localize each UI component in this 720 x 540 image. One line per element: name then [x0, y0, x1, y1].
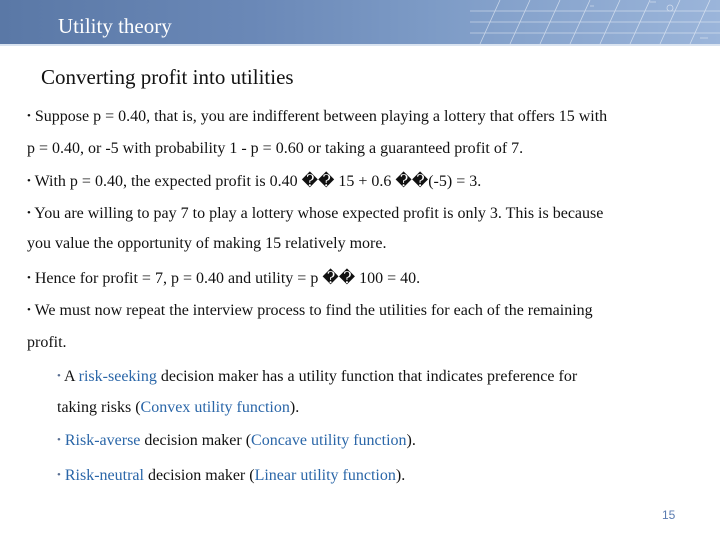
bullet-icon: •	[27, 304, 31, 316]
bullet-item-1-line-1	[27, 106, 607, 127]
header-divider	[0, 44, 720, 46]
sub-bullet-3	[57, 465, 405, 486]
term-risk-averse: Risk-averse	[64, 432, 141, 449]
sub-bullet-2	[57, 430, 416, 451]
bullet-icon: •	[57, 370, 61, 382]
bullet-icon: •	[27, 110, 31, 122]
bullet-icon: •	[27, 175, 31, 187]
sub-bullet-text: decision maker (	[143, 467, 255, 484]
bullet-icon: •	[57, 434, 61, 446]
term-risk-seeking: risk-seeking	[78, 368, 157, 385]
sub-bullet-text: taking risks (	[57, 399, 141, 416]
sub-bullet-1-line-2	[57, 398, 299, 418]
bullet-item-3-line-1	[27, 203, 603, 224]
term-convex-utility-function: Convex utility function	[140, 399, 290, 416]
bullet-text: With p = 0.40, the expected profit is 0.40 �� 15 + 0.6 ��(-5) = 3.	[34, 173, 482, 190]
bullet-text: Suppose p = 0.40, that is, you are indifferent between playing a lottery that offers 15 with	[34, 108, 608, 125]
bullet-text: Hence for profit = 7, p = 0.40 and utility = p �� 100 = 40.	[34, 270, 421, 287]
sub-bullet-text: decision maker has a utility function that indicates preference for	[156, 368, 578, 385]
page-number: 15	[662, 508, 676, 522]
sub-bullet-text: decision maker (	[140, 432, 252, 449]
bullet-item-4	[27, 268, 420, 289]
bullet-icon: •	[57, 469, 61, 481]
bullet-icon: •	[27, 272, 31, 284]
bullet-text: You are willing to pay 7 to play a lottery whose expected profit is only 3. This is because	[34, 205, 604, 222]
term-concave-utility-function: Concave utility function	[251, 432, 407, 449]
sub-bullet-text: ).	[406, 432, 416, 449]
sub-bullet-1-line-1	[57, 366, 577, 387]
bullet-item-5-line-2: profit.	[27, 334, 67, 351]
sub-bullet-text: A	[63, 368, 79, 385]
bullet-text: We must now repeat the interview process to find the utilities for each of the remaining	[34, 302, 593, 319]
bullet-icon: •	[27, 207, 31, 219]
term-risk-neutral: Risk-neutral	[64, 467, 144, 484]
term-linear-utility-function: Linear utility function	[254, 467, 396, 484]
header-bar	[0, 0, 720, 44]
sub-bullet-text: ).	[395, 467, 406, 484]
bullet-item-1-line-2: p = 0.40, or -5 with probability 1 - p = 0.60 or taking a guaranteed profit of 7.	[27, 140, 524, 157]
bullet-item-5-line-1	[27, 300, 593, 321]
sub-bullet-text: ).	[289, 399, 300, 416]
header-title: Utility theory	[58, 14, 172, 38]
bullet-item-3-line-2: you value the opportunity of making 15 relatively more.	[27, 235, 387, 252]
header-pattern	[470, 0, 720, 44]
slide-title: Converting profit into utilities	[41, 65, 294, 89]
bullet-item-2	[27, 171, 481, 192]
